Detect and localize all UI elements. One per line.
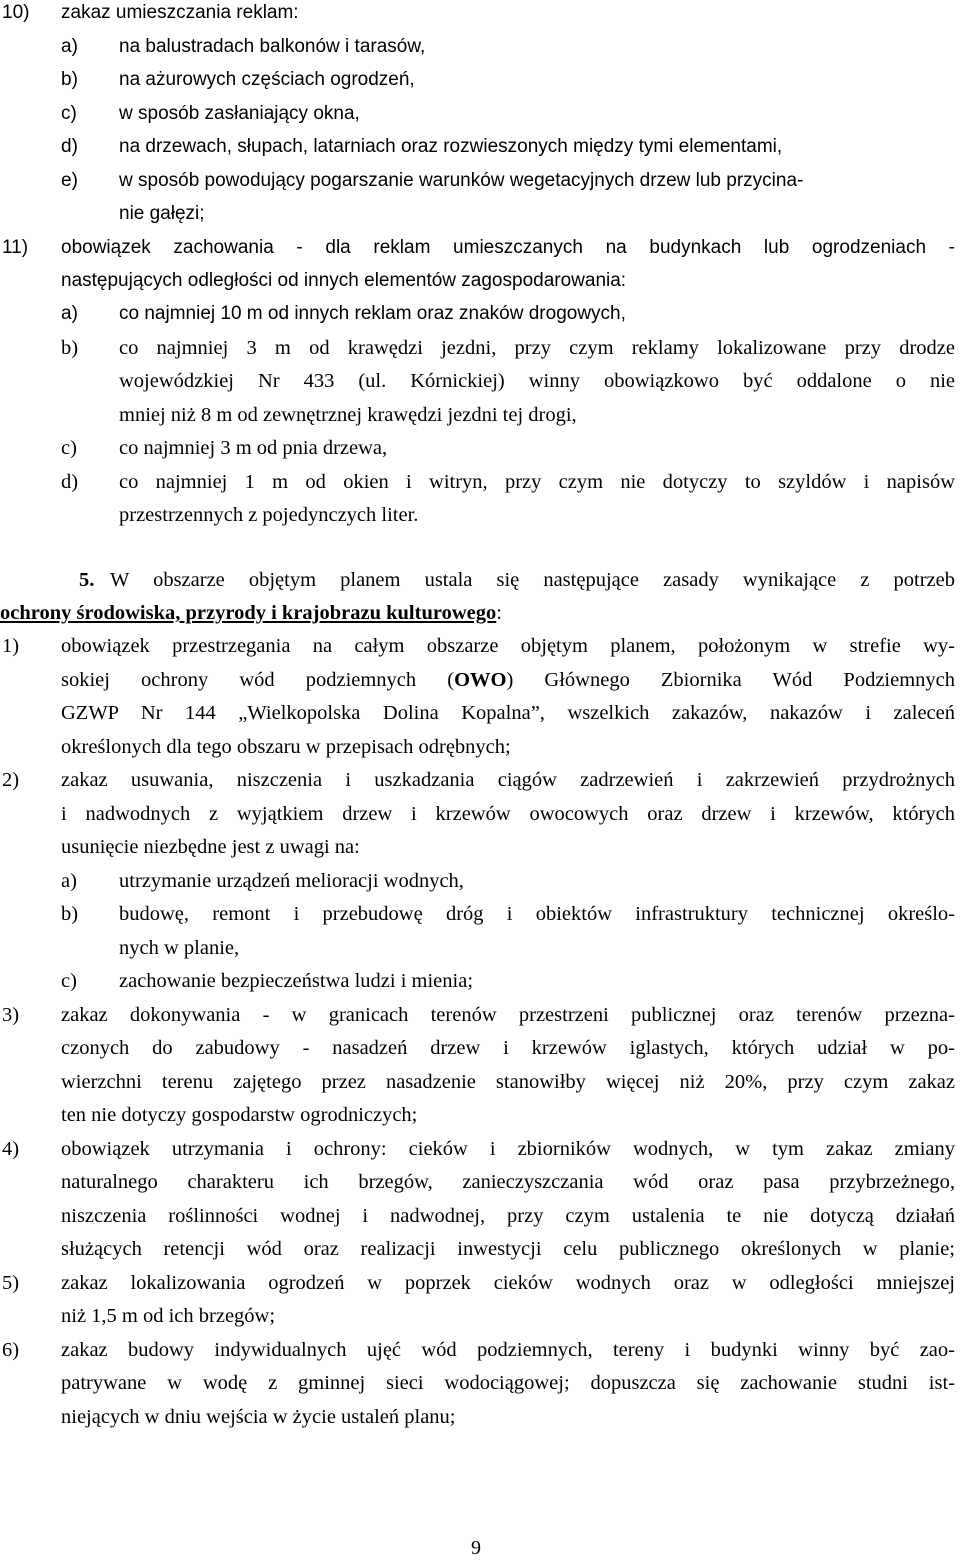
list-label: b) [61, 69, 78, 90]
list-label: e) [61, 170, 78, 191]
list-item-cont: nie gałęzi; [119, 203, 205, 224]
item-number: 5) [2, 1272, 20, 1294]
list-item-cont: przestrzennych z pojedynczych liter. [119, 504, 419, 526]
list-item: budowę, remont i przebudowę dróg i obiektów infrastruktury technicznej określo- [119, 903, 955, 925]
item-number: 4) [2, 1138, 20, 1160]
paragraph-text-cont: GZWP Nr 144 „Wielkopolska Dolina Kopalna”, wszelkich zakazów, nakazów i zaleceń [61, 702, 955, 724]
list-item: w sposób zasłaniający okna, [119, 103, 360, 124]
list-item: co najmniej 3 m od krawędzi jezdni, przy czym reklamy lokalizowane przy drodze [119, 337, 955, 359]
section-heading: ochrony środowiska, przyrody i krajobrazu kulturowego [0, 602, 497, 624]
list-item: na drzewach, słupach, latarniach oraz rozwieszonych między tymi elementami, [119, 136, 783, 157]
list-item: co najmniej 3 m od pnia drzewa, [119, 437, 388, 459]
paragraph-text: zakaz dokonywania - w granicach terenów przestrzeni publicznej oraz terenów przezna- [61, 1004, 955, 1026]
item-number: 10) [2, 2, 30, 23]
list-item: na ażurowych częściach ogrodzeń, [119, 69, 415, 90]
paragraph-text: następujących odległości od innych elementów zagospodarowania: [61, 270, 627, 291]
paragraph-text: obowiązek przestrzegania na całym obszarze objętym planem, położonym w strefie wy- [61, 635, 955, 657]
section-intro: W obszarze objętym planem ustala się następujące zasady wynikające z potrzeb [110, 569, 955, 591]
list-item-cont: mniej niż 8 m od zewnętrznej krawędzi jezdni tej drogi, [119, 404, 577, 426]
section-number: 5. [79, 569, 95, 591]
paragraph-text: obowiązek zachowania - dla reklam umieszczanych na budynkach lub ogrodzeniach - [61, 237, 955, 258]
list-item: na balustradach balkonów i tarasów, [119, 36, 426, 57]
paragraph-text-cont: czonych do zabudowy - nasadzeń drzew i krzewów iglastych, których udział w po- [61, 1037, 955, 1059]
paragraph-text-cont: naturalnego charakteru ich brzegów, zanieczyszczania wód oraz pasa przybrzeżnego, [61, 1171, 955, 1193]
list-item-cont: wojewódzkiej Nr 433 (ul. Kórnickiej) winny obowiązkowo być oddalone o nie [119, 370, 955, 392]
paragraph-text-cont: patrywane w wodę z gminnej sieci wodociągowej; dopuszcza się zachowanie studni ist- [61, 1372, 955, 1394]
paragraph-text: zakaz umieszczania reklam: [61, 2, 299, 23]
paragraph-text-cont: sokiej ochrony wód podziemnych (OWO) Głównego Zbiornika Wód Podziemnych [61, 669, 956, 691]
paragraph-text-cont: i nadwodnych z wyjątkiem drzew i krzewów owocowych oraz drzew i krzewów, których [61, 803, 955, 825]
list-label: a) [61, 870, 77, 892]
item-number: 11) [2, 237, 29, 258]
list-item: w sposób powodujący pogarszanie warunków wegetacyjnych drzew lub przycina- [119, 170, 804, 191]
paragraph-text-cont: służących retencji wód oraz realizacji inwestycji celu publicznego określonych w planie; [61, 1238, 955, 1260]
list-item: utrzymanie urządzeń melioracji wodnych, [119, 870, 464, 892]
paragraph-text: zakaz usuwania, niszczenia i uszkadzania ciągów zadrzewień i zakrzewień przydrożnych [61, 769, 955, 791]
item-number: 1) [2, 635, 20, 657]
list-label: b) [61, 337, 79, 359]
list-label: a) [61, 303, 78, 324]
list-label: d) [61, 136, 78, 157]
list-item: co najmniej 10 m od innych reklam oraz znaków drogowych, [119, 303, 626, 324]
owo-abbrev: OWO [454, 669, 507, 691]
paragraph-text-cont: niszczenia roślinności wodnej i nadwodnej, przy czym ustalenia te nie dotyczą działań [61, 1205, 955, 1227]
paragraph-text-cont: niż 1,5 m od ich brzegów; [61, 1305, 276, 1327]
list-item: co najmniej 1 m od okien i witryn, przy czym nie dotyczy to szyldów i napisów [119, 471, 955, 493]
list-label: b) [61, 903, 79, 925]
paragraph-text-cont: wierzchni terenu zajętego przez nasadzenie stanowiłby więcej niż 20%, przy czym zakaz [61, 1071, 955, 1093]
paragraph-text-cont: ten nie dotyczy gospodarstw ogrodniczych; [61, 1104, 418, 1126]
page-number: 9 [471, 1537, 481, 1559]
paragraph-text: obowiązek utrzymania i ochrony: cieków i zbiorników wodnych, w tym zakaz zmiany [61, 1138, 955, 1160]
paragraph-text: zakaz lokalizowania ogrodzeń w poprzek cieków wodnych oraz w odległości mniejszej [61, 1272, 955, 1294]
list-item-cont: nych w planie, [119, 937, 240, 959]
paragraph-text: zakaz budowy indywidualnych ujęć wód podziemnych, tereny i budynki winny być zao- [61, 1339, 955, 1361]
list-label: c) [61, 437, 77, 459]
item-number: 6) [2, 1339, 20, 1361]
paragraph-text-cont: określonych dla tego obszaru w przepisach odrębnych; [61, 736, 511, 758]
list-label: a) [61, 36, 78, 57]
list-label: d) [61, 471, 79, 493]
heading-colon: : [496, 602, 502, 624]
item-number: 2) [2, 769, 20, 791]
item-number: 3) [2, 1004, 20, 1026]
paragraph-text-cont: niejących w dniu wejścia w życie ustaleń planu; [61, 1406, 456, 1428]
list-label: c) [61, 103, 77, 124]
paragraph-text-cont: usunięcie niezbędne jest z uwagi na: [61, 836, 360, 858]
list-label: c) [61, 970, 77, 992]
list-item: zachowanie bezpieczeństwa ludzi i mienia; [119, 970, 474, 992]
